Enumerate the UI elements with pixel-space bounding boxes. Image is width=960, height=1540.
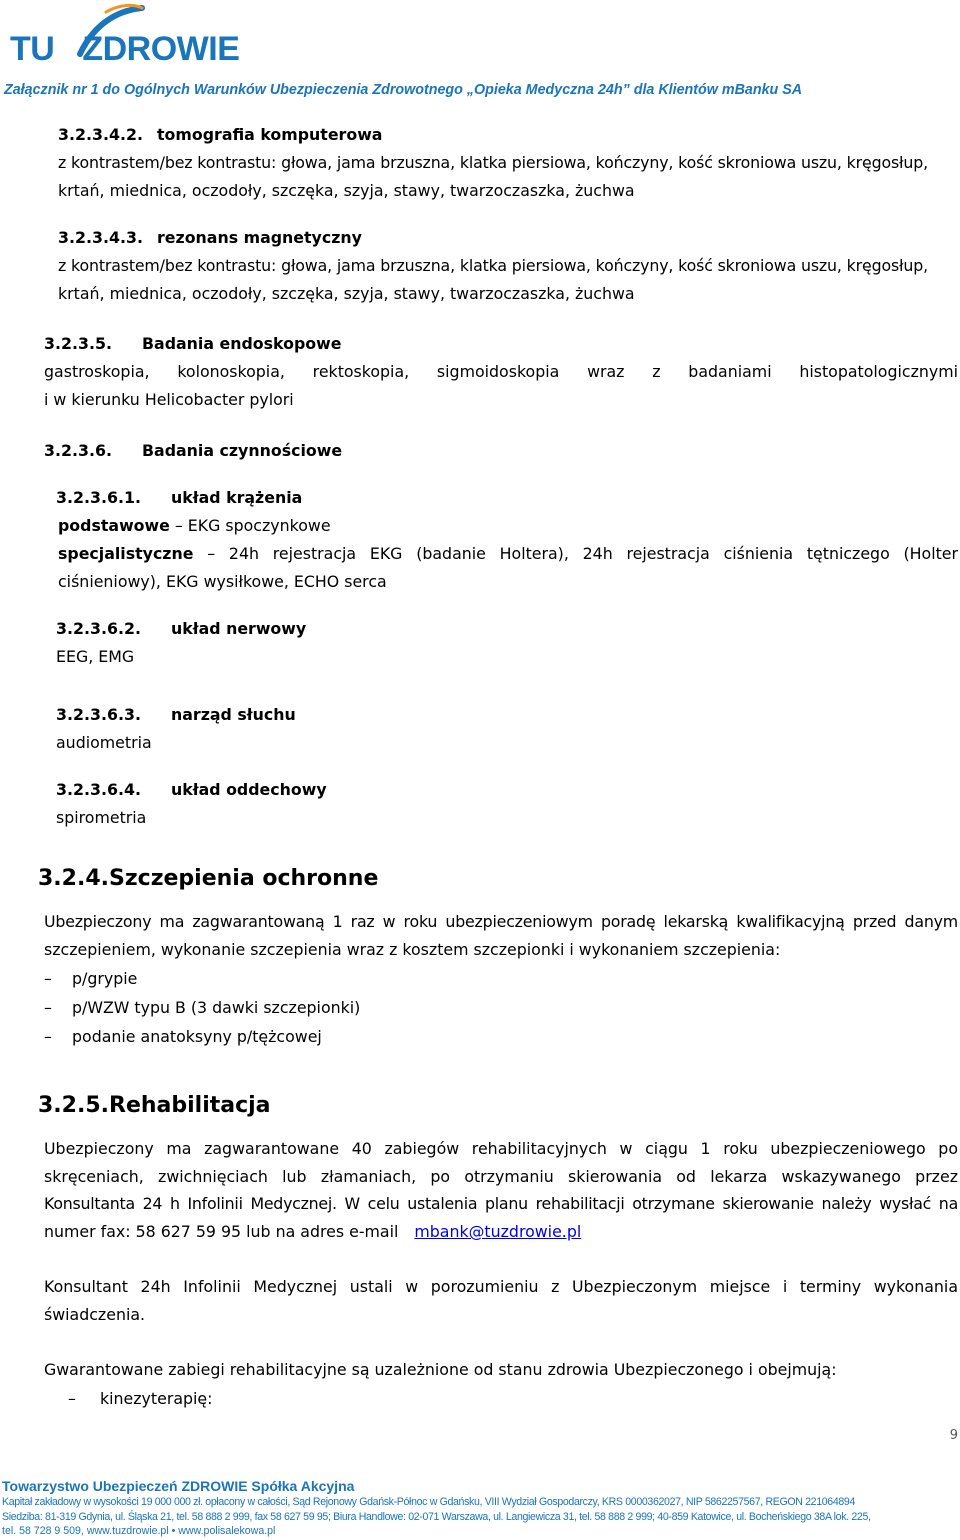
section-heading: 3.2.3.6. Badania czynnościowe (44, 441, 343, 460)
list-bullet: – (44, 1027, 52, 1046)
paragraph-line: ciśnieniowy), EKG wysiłkowe, ECHO serca (58, 572, 387, 591)
paragraph-line: krtań, miednica, oczodoły, szczęka, szyja, stawy, twarzoczaszka, żuchwa (58, 181, 635, 200)
logo-wordmark: TU ZDROWIE (10, 30, 240, 68)
footer-details (2, 1495, 958, 1539)
paragraph-line: numer fax: 58 627 59 95 lub na adres e-mail mbank@tuzdrowie.pl (44, 1222, 582, 1241)
section-heading: 3.2.3.4.3. rezonans magnetyczny (58, 228, 362, 247)
paragraph-line: specjalistyczne – 24h rejestracja EKG (badanie Holtera), 24h rejestracja ciśnienia tętniczego (Holter (58, 544, 958, 563)
section-heading: 3.2.4.Szczepienia ochronne (38, 866, 379, 891)
list-item: p/WZW typu B (3 dawki szczepionki) (72, 998, 361, 1017)
paragraph-line: Konsultant 24h Infolinii Medycznej ustali w porozumieniu z Ubezpieczonym miejsce i terminy wykonania (44, 1277, 958, 1296)
paragraph-line: skręceniach, zwichnięciach lub złamaniach, po otrzymaniu skierowania od lekarza wskazywanego przez (44, 1167, 958, 1186)
list-bullet: – (68, 1389, 76, 1408)
paragraph-line: podstawowe – EKG spoczynkowe (58, 516, 331, 535)
list-item: p/grypie (72, 969, 138, 988)
footer-line: tel. 58 728 9 509, www.tuzdrowie.pl • www.polisalekowa.pl (2, 1525, 276, 1537)
paragraph-line: z kontrastem/bez kontrastu: głowa, jama brzuszna, klatka piersiowa, kończyny, kość skroniowa uszu, kręgosłup, (58, 256, 928, 275)
list-item: kinezyterapię: (100, 1389, 213, 1408)
paragraph-line: Ubezpieczony ma zagwarantowane 40 zabiegów rehabilitacyjnych w ciągu 1 roku ubezpieczeniowego po (44, 1139, 958, 1158)
list-bullet: – (44, 969, 52, 988)
document-subtitle: Załącznik nr 1 do Ogólnych Warunków Ubezpieczenia Zdrowotnego „Opieka Medyczna 24h” dla Klientów mBanku SA (4, 82, 803, 98)
paragraph-line: i w kierunku Helicobacter pylori (44, 390, 294, 409)
paragraph-line: szczepieniem, wykonanie szczepienia wraz z kosztem szczepionki i wykonaniem szczepienia: (44, 940, 781, 959)
section-heading: 3.2.3.6.2. układ nerwowy (56, 619, 307, 638)
section-heading: 3.2.5.Rehabilitacja (38, 1093, 271, 1118)
paragraph-line: Ubezpieczony ma zagwarantowaną 1 raz w roku ubezpieczeniowym poradę lekarską kwalifikacyjną przed danym (44, 912, 958, 931)
footer-company: Towarzystwo Ubezpieczeń ZDROWIE Spółka Akcyjna (2, 1478, 355, 1494)
paragraph-line: EEG, EMG (56, 647, 135, 666)
list-bullet: – (44, 998, 52, 1017)
paragraph-line: z kontrastem/bez kontrastu: głowa, jama brzuszna, klatka piersiowa, kończyny, kość skroniowa uszu, kręgosłup, (58, 153, 928, 172)
footer-line: Kapitał zakładowy w wysokości 19 000 000 zł. opłacony w całości, Sąd Rejonowy Gdańsk-Północ w Gdańsku, VIII Wydział Gospodarczy, KRS 0000362027, NIP 5862257567, REGON 221064894 (2, 1496, 856, 1508)
page-number: 9 (949, 1428, 958, 1443)
paragraph-line: Konsultanta 24 h Infolinii Medycznej. W celu ustalenia planu rehabilitacji otrzymane skierowanie należy wysłać na (44, 1194, 958, 1213)
email-link[interactable]: mbank@tuzdrowie.pl (414, 1222, 582, 1241)
section-heading: 3.2.3.6.3. narząd słuchu (56, 705, 296, 724)
section-heading: 3.2.3.6.1. układ krążenia (56, 488, 303, 507)
paragraph-line: spirometria (56, 808, 147, 827)
paragraph-line: audiometria (56, 733, 152, 752)
list-item: podanie anatoksyny p/tężcowej (72, 1027, 322, 1046)
paragraph-line: gastroskopia, kolonoskopia, rektoskopia, sigmoidoskopia wraz z badaniami histopatologicznymi (44, 362, 958, 381)
paragraph-line: świadczenia. (44, 1305, 146, 1324)
paragraph-line: Gwarantowane zabiegi rehabilitacyjne są uzależnione od stanu zdrowia Ubezpieczonego i obejmują: (44, 1360, 837, 1379)
section-heading: 3.2.3.4.2. tomografia komputerowa (58, 125, 383, 144)
paragraph-line: krtań, miednica, oczodoły, szczęka, szyja, stawy, twarzoczaszka, żuchwa (58, 284, 635, 303)
section-heading: 3.2.3.6.4. układ oddechowy (56, 780, 327, 799)
footer-line: Siedziba: 81-319 Gdynia, ul. Śląska 21, tel. 58 888 2 999, fax 58 627 59 95; Biura Handlowe: 02-071 Warszawa, ul. Langiewicza 31, tel. 58 888 2 999; 40-859 Katowice, ul. Bocheńskiego 38A lok. 225, (2, 1510, 871, 1523)
section-heading: 3.2.3.5. Badania endoskopowe (44, 334, 342, 353)
